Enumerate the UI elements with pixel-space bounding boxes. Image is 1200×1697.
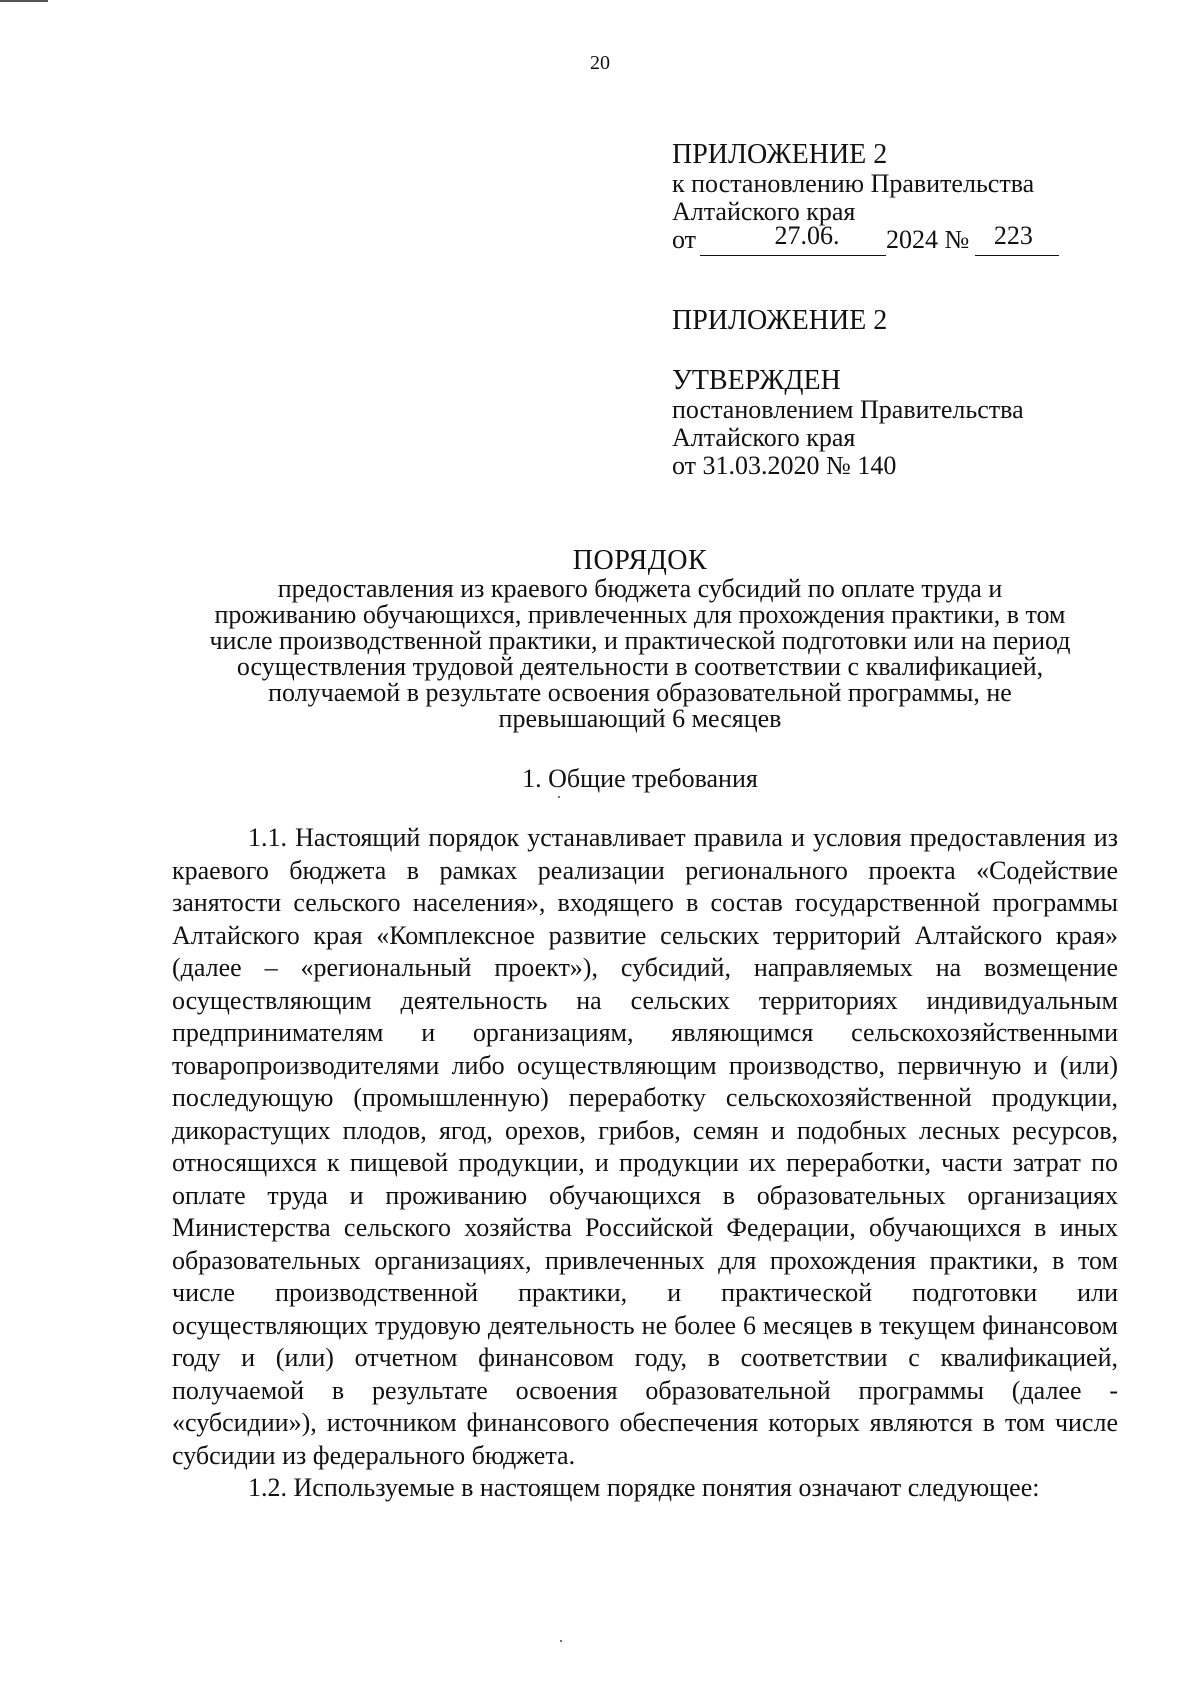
annex-region-line: Алтайского края bbox=[672, 197, 856, 226]
approval-resolution-line: постановлением Правительства bbox=[672, 395, 1024, 424]
year-number-label: 2024 № bbox=[886, 225, 970, 254]
document-title-block bbox=[150, 546, 1130, 732]
approval-date-line: от 31.03.2020 № 140 bbox=[672, 451, 897, 480]
section-heading: 1. Общие требования bbox=[522, 764, 758, 793]
subtitle-line: числе производственной практики, и практической подготовки или на период bbox=[209, 626, 1071, 655]
annex-heading: ПРИЛОЖЕНИЕ 2 bbox=[672, 305, 888, 336]
scan-edge-mark bbox=[0, 0, 48, 2]
scan-speck bbox=[558, 796, 560, 798]
annex-resolution-line: к постановлению Правительства bbox=[672, 169, 1035, 198]
paragraph-1-2: 1.2. Используемые в настоящем порядке понятия означают следующее: bbox=[248, 1473, 1040, 1502]
document-body bbox=[172, 822, 1118, 1505]
date-value: 27.06. bbox=[774, 221, 840, 250]
subtitle-line: осуществления трудовой деятельности в соответствии с квалификацией, bbox=[236, 652, 1044, 681]
page-number: 20 bbox=[590, 52, 610, 74]
annex-date-line bbox=[672, 221, 1112, 256]
number-value: 223 bbox=[993, 221, 1033, 250]
subtitle-line: превышающий 6 месяцев bbox=[498, 704, 782, 733]
date-prefix: от bbox=[672, 225, 697, 254]
number-blank bbox=[975, 221, 1059, 256]
annex-approval-block bbox=[672, 306, 1112, 480]
scan-speck bbox=[560, 1640, 562, 1642]
subtitle-line: предоставления из краевого бюджета субсидий по оплате труда и bbox=[277, 574, 1003, 603]
approved-heading: УТВЕРЖДЕН bbox=[672, 365, 841, 396]
paragraph-1-1: 1.1. Настоящий порядок устанавливает правила и условия предоставления из краевого бюджета в рамках реализации регионального проекта «Содействие занятости сельского населения», входящего в состав государственной программы Алтайского края «Комплексное развитие сельских территорий Алтайского края» (далее – «региональный проект»), субсидий, направляемых на возмещение осуществляющим деятельность на сельских территориях индивидуальным предпринимателям и организациям, являющимся сельскохозяйственными товаропроизводителями либо осуществляющим производство, первичную и (или) последующую (промышленную) переработку сельскохозяйственной продукции, дикорастущих плодов, ягод, орехов, грибов, семян и подобных лесных ресурсов, относящихся к пищевой продукции, и продукции их переработки, части затрат по оплате труда и проживанию обучающихся в образовательных организациях Министерства сельского хозяйства Российской Федерации, обучающихся в иных образовательных организациях, привлеченных для прохождения практики, в том числе производственной практики, и практической подготовки или осуществляющих трудовую деятельность не более 6 месяцев в текущем финансовом году и (или) отчетном финансовом году, в соответствии с квалификацией, получаемой в результате освоения образовательной программы (далее - «субсидии»), источником финансового обеспечения которых являются в том числе субсидии из федерального бюджета. bbox=[172, 823, 1118, 1470]
subtitle-line: проживанию обучающихся, привлеченных для прохождения практики, в том bbox=[214, 600, 1066, 629]
date-blank bbox=[700, 221, 886, 256]
subtitle-line: получаемой в результате освоения образовательной программы, не bbox=[268, 678, 1012, 707]
annex-heading: ПРИЛОЖЕНИЕ 2 bbox=[672, 139, 888, 170]
annex-amendment-block bbox=[672, 140, 1112, 256]
approval-region-line: Алтайского края bbox=[672, 423, 856, 452]
document-title: ПОРЯДОК bbox=[572, 545, 708, 576]
